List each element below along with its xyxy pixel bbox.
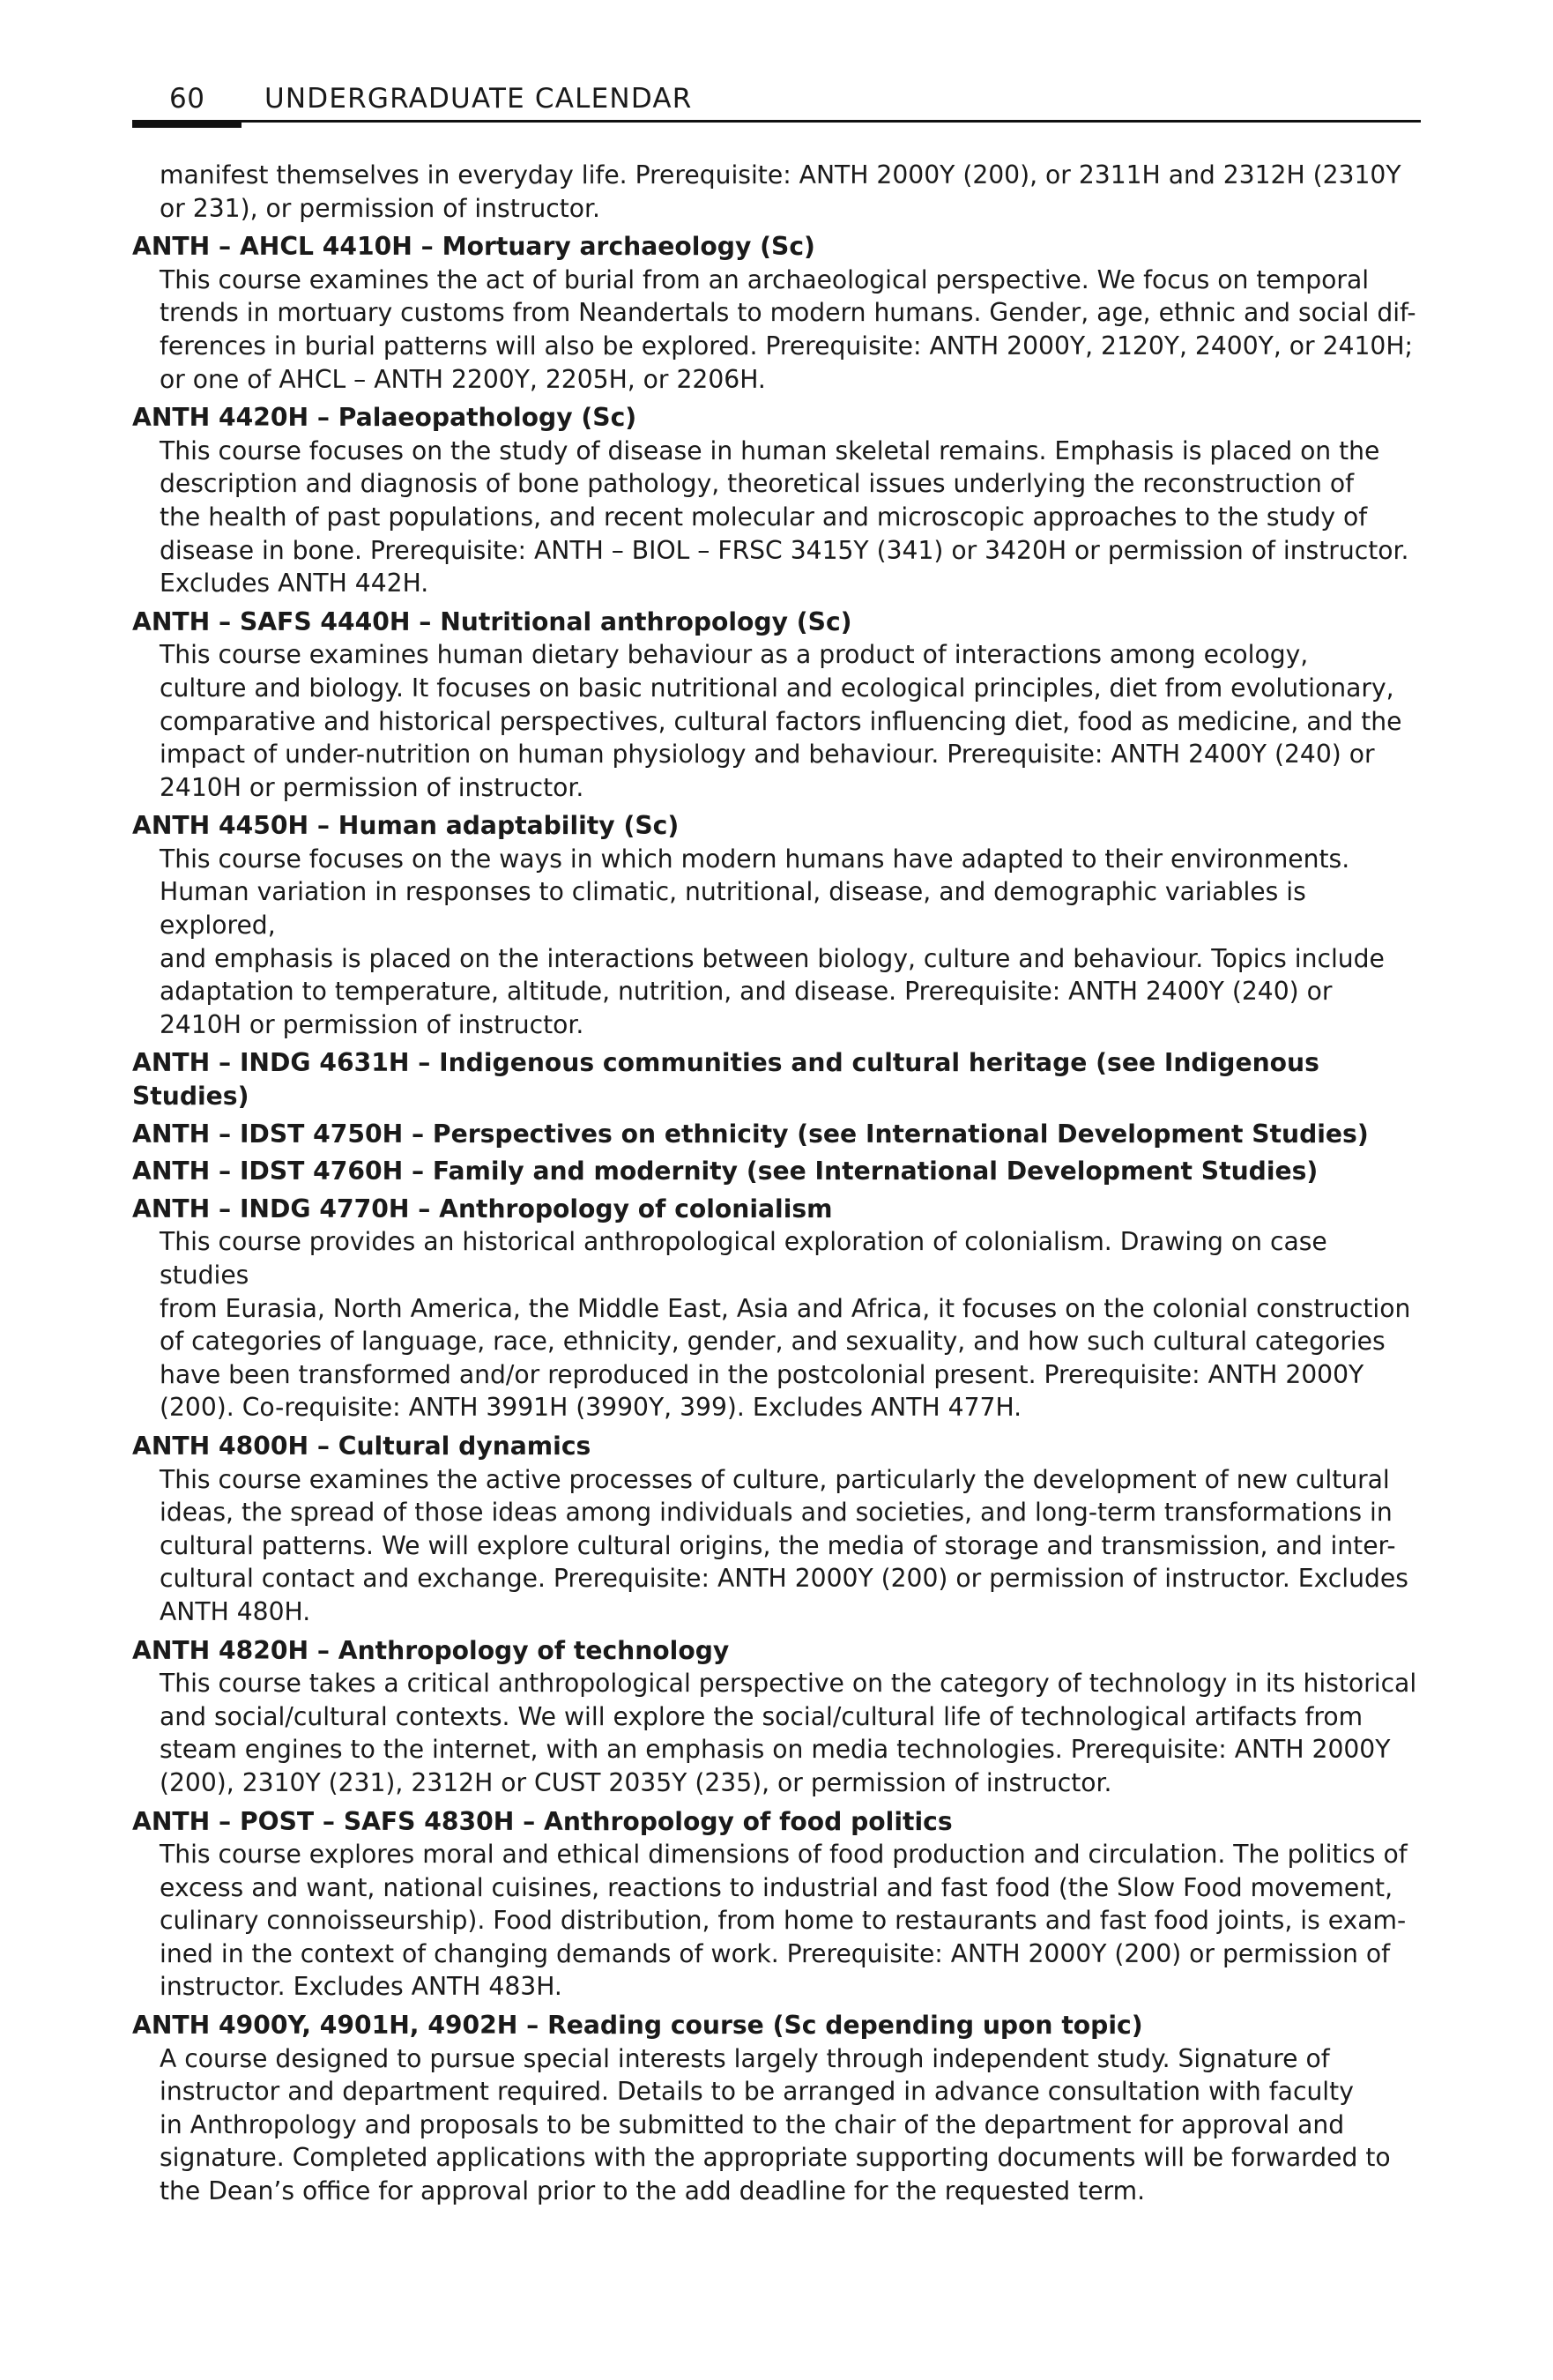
course-entry	[132, 401, 1421, 600]
course-entry	[132, 1155, 1421, 1188]
text-line: excess and want, national cuisines, reactions to industrial and fast food (the Slow Food movement,	[160, 1872, 1393, 1902]
course-title: ANTH 4900Y, 4901H, 4902H – Reading course (Sc depending upon topic)	[132, 2011, 1143, 2041]
course-entry	[132, 2009, 1421, 2208]
text-line: (200). Co-requisite: ANTH 3991H (3990Y, 399). Excludes ANTH 477H.	[160, 1393, 1022, 1423]
course-entry	[132, 1805, 1421, 2004]
course-description	[160, 843, 1421, 1042]
text-line: This course examines human dietary behaviour as a product of interactions among ecology,	[160, 640, 1309, 670]
text-line: This course focuses on the study of disease in human skeletal remains. Emphasis is placed on the	[160, 435, 1380, 465]
page-header	[132, 81, 1421, 127]
course-title: ANTH 4420H – Palaeopathology (Sc)	[132, 403, 637, 433]
text-line: manifest themselves in everyday life. Prerequisite: ANTH 2000Y (200), or 2311H and 2312H (2310Y	[160, 160, 1401, 190]
course-description	[160, 1225, 1421, 1424]
header-tab-marker	[132, 120, 241, 128]
course-title: ANTH 4820H – Anthropology of technology	[132, 1635, 730, 1665]
running-title: UNDERGRADUATE CALENDAR	[264, 83, 693, 115]
course-title: ANTH – SAFS 4440H – Nutritional anthropology (Sc)	[132, 606, 852, 636]
text-line: cultural contact and exchange. Prerequisite: ANTH 2000Y (200) or permission of instructor. Excludes	[160, 1564, 1408, 1594]
course-listing	[132, 159, 1421, 2213]
text-line: This course examines the act of burial from an archaeological perspective. We focus on temporal	[160, 264, 1370, 294]
text-line: culinary connoisseurship). Food distribution, from home to restaurants and fast food joints, is exam-	[160, 1906, 1407, 1936]
text-line: culture and biology. It focuses on basic nutritional and ecological principles, diet from evolutionary,	[160, 673, 1394, 703]
text-line: or 231), or permission of instructor.	[160, 193, 600, 223]
text-line: A course designed to pursue special interests largely through independent study. Signature of	[160, 2043, 1330, 2073]
course-entry	[132, 1046, 1421, 1112]
text-line: (200), 2310Y (231), 2312H or CUST 2035Y (235), or permission of instructor.	[160, 1767, 1112, 1797]
course-title: ANTH 4800H – Cultural dynamics	[132, 1431, 591, 1461]
text-line: of categories of language, race, ethnicity, gender, and sexuality, and how such cultural categories	[160, 1327, 1386, 1357]
text-line: Human variation in responses to climatic, nutritional, disease, and demographic variables is explored,	[160, 877, 1306, 941]
course-title: ANTH – INDG 4770H – Anthropology of colonialism	[132, 1194, 833, 1223]
text-line: description and diagnosis of bone pathology, theoretical issues underlying the reconstruction of	[160, 469, 1355, 499]
text-line: the health of past populations, and recent molecular and microscopic approaches to the study of	[160, 502, 1368, 532]
text-line: This course takes a critical anthropological perspective on the category of technology in its historical	[160, 1669, 1417, 1699]
text-line: disease in bone. Prerequisite: ANTH – BIOL – FRSC 3415Y (341) or 3420H or permission of instructor.	[160, 535, 1409, 565]
text-line: comparative and historical perspectives, cultural factors influencing diet, food as medicine, and the	[160, 706, 1402, 736]
text-line: impact of under-nutrition on human physiology and behaviour. Prerequisite: ANTH 2400Y (240) or	[160, 740, 1375, 770]
continuation-paragraph	[160, 159, 1421, 225]
course-title: ANTH – INDG 4631H – Indigenous communities and cultural heritage (see Indigenous Studies)	[132, 1048, 1319, 1112]
text-line: This course examines the active processes of culture, particularly the development of new cultural	[160, 1464, 1390, 1494]
course-entry	[132, 1634, 1421, 1800]
text-line: cultural patterns. We will explore cultural origins, the media of storage and transmission, and inter-	[160, 1530, 1396, 1560]
course-description	[160, 264, 1421, 396]
text-line: or one of AHCL – ANTH 2200Y, 2205H, or 2206H.	[160, 364, 766, 394]
course-description	[160, 638, 1421, 804]
text-line: adaptation to temperature, altitude, nutrition, and disease. Prerequisite: ANTH 2400Y (240) or	[160, 977, 1333, 1007]
course-description	[160, 1838, 1421, 2004]
text-line: from Eurasia, North America, the Middle East, Asia and Africa, it focuses on the colonial construction	[160, 1293, 1411, 1323]
text-line: and emphasis is placed on the interactions between biology, culture and behaviour. Topics include	[160, 943, 1385, 973]
course-entry	[132, 606, 1421, 805]
course-title: ANTH – AHCL 4410H – Mortuary archaeology (Sc)	[132, 232, 815, 262]
text-line: instructor and department required. Details to be arranged in advance consultation with faculty	[160, 2077, 1354, 2107]
text-line: instructor. Excludes ANTH 483H.	[160, 1972, 562, 2002]
text-line: ferences in burial patterns will also be explored. Prerequisite: ANTH 2000Y, 2120Y, 2400Y, or 2410H;	[160, 331, 1414, 361]
course-title: ANTH 4450H – Human adaptability (Sc)	[132, 811, 680, 841]
course-description	[160, 1667, 1421, 1799]
course-entry	[132, 1118, 1421, 1151]
course-entry	[132, 1430, 1421, 1629]
course-description	[160, 435, 1421, 600]
course-title: ANTH – IDST 4760H – Family and modernity (see International Development Studies)	[132, 1157, 1319, 1186]
course-title: ANTH – POST – SAFS 4830H – Anthropology of food politics	[132, 1806, 953, 1836]
text-line: signature. Completed applications with the appropriate supporting documents will be forwarded to	[160, 2143, 1391, 2173]
course-title: ANTH – IDST 4750H – Perspectives on ethnicity (see International Development Studies)	[132, 1119, 1369, 1149]
page-number: 60	[169, 83, 205, 115]
header-rule	[132, 120, 1421, 123]
text-line: the Dean’s office for approval prior to the add deadline for the requested term.	[160, 2176, 1146, 2206]
text-line: Excludes ANTH 442H.	[160, 569, 429, 599]
course-entry	[132, 1193, 1421, 1424]
text-line: ined in the context of changing demands of work. Prerequisite: ANTH 2000Y (200) or permission of	[160, 1938, 1391, 1968]
course-description	[160, 2042, 1421, 2208]
text-line: This course focuses on the ways in which modern humans have adapted to their environments.	[160, 844, 1350, 874]
course-description	[160, 1463, 1421, 1629]
text-line: 2410H or permission of instructor.	[160, 772, 584, 802]
course-entry	[132, 809, 1421, 1041]
text-line: and social/cultural contexts. We will explore the social/cultural life of technological artifacts from	[160, 1701, 1364, 1731]
text-line: steam engines to the internet, with an emphasis on media technologies. Prerequisite: ANTH 2000Y	[160, 1735, 1391, 1765]
text-line: in Anthropology and proposals to be submitted to the chair of the department for approval and	[160, 2109, 1345, 2139]
course-entry	[132, 230, 1421, 396]
course-list	[132, 230, 1421, 2207]
text-line: ideas, the spread of those ideas among individuals and societies, and long-term transformations in	[160, 1498, 1393, 1528]
text-line: This course provides an historical anthropological exploration of colonialism. Drawing on case studies	[160, 1227, 1327, 1290]
text-line: have been transformed and/or reproduced in the postcolonial present. Prerequisite: ANTH 2000Y	[160, 1359, 1364, 1389]
text-line: 2410H or permission of instructor.	[160, 1009, 584, 1039]
text-line: trends in mortuary customs from Neandertals to modern humans. Gender, age, ethnic and social dif-	[160, 298, 1416, 328]
text-line: This course explores moral and ethical dimensions of food production and circulation. The politics of	[160, 1840, 1408, 1870]
text-line: ANTH 480H.	[160, 1596, 311, 1626]
